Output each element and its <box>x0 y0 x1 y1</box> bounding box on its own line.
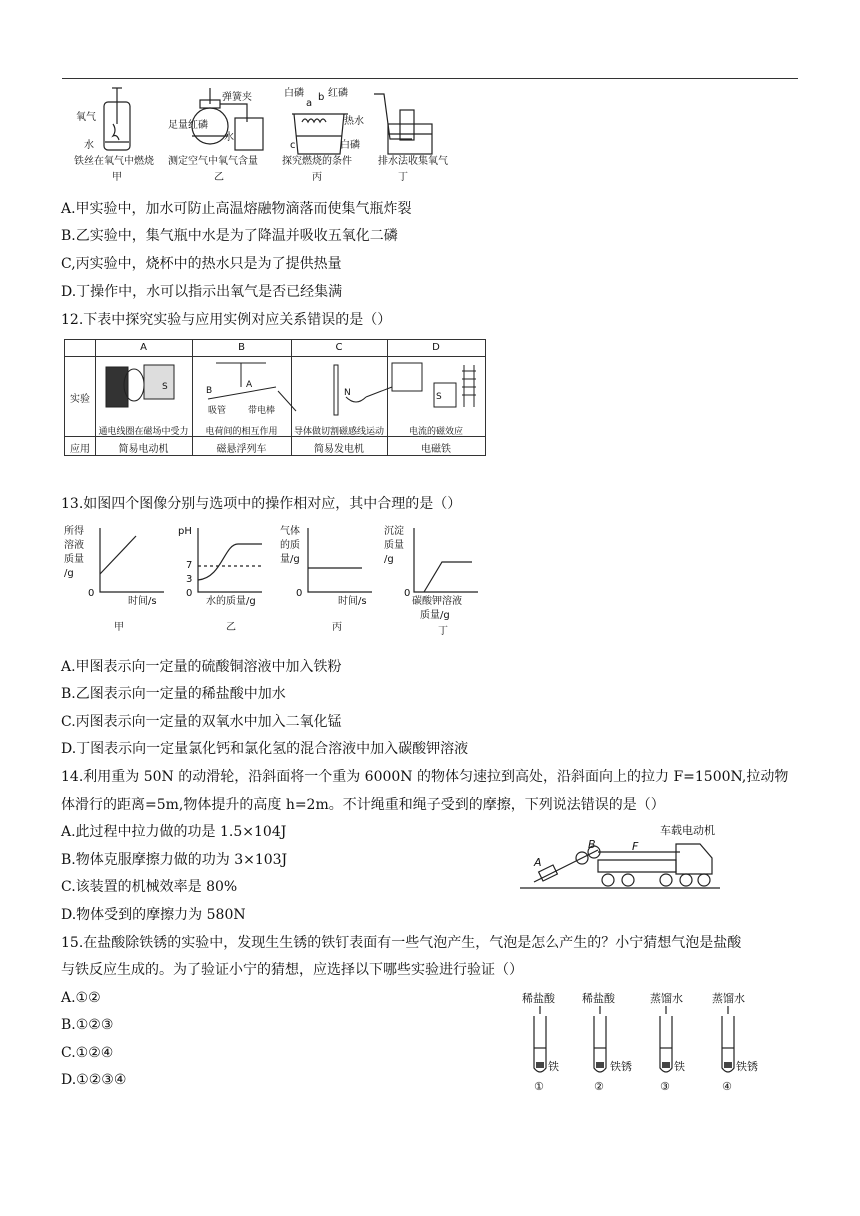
tube3-liquid: 蒸馏水 <box>650 992 683 1005</box>
label-s2: S <box>436 392 442 402</box>
g3-origin: 0 <box>296 588 303 599</box>
g1-xlabel: 时间/s <box>128 596 157 607</box>
q13-graphs <box>62 522 502 642</box>
tube1-liquid: 稀盐酸 <box>522 992 555 1005</box>
fig-label: 测定空气中氧气含量 <box>168 156 258 167</box>
g3-xlabel: 时间/s <box>338 596 367 607</box>
col-header: A <box>140 342 147 353</box>
q13-stem: 13.如图四个图像分别与选项中的操作相对应，其中合理的是（） <box>61 496 462 512</box>
q14-option-a: A.此过程中拉力做的功是 1.5×104J <box>61 824 287 840</box>
q14-stem-line1: 14.利用重为 50N 的动滑轮，沿斜面将一个重为 6000N 的物体匀速拉到高处，沿斜面向上的拉力 F=1500N,拉动物 <box>61 769 789 785</box>
g4-name: 丁 <box>438 626 448 637</box>
g1-name: 甲 <box>114 622 124 633</box>
q12-stem: 12.下表中探究实验与应用实例对应关系错误的是（） <box>61 312 392 328</box>
g1-origin: 0 <box>88 588 95 599</box>
q14-option-b: B.物体克服摩擦力做的功为 3×103J <box>61 852 288 868</box>
col-header: C <box>335 342 343 353</box>
header-rule <box>62 78 798 79</box>
row-label-application: 应用 <box>70 444 90 455</box>
label-rod: 带电棒 <box>248 406 276 416</box>
g2-ylabel: pH <box>178 526 192 537</box>
g3-ylabel: 量/g <box>280 554 300 565</box>
g4-xlabel: 质量/g <box>420 610 450 621</box>
q15-stem-line2: 与铁反应生成的。为了验证小宁的猜想，应选择以下哪些实验进行验证（） <box>61 962 523 978</box>
g3-ylabel: 气体 <box>280 526 300 537</box>
fig-label: 丁 <box>398 172 408 183</box>
label-s: S <box>162 382 168 392</box>
tube4-num: ④ <box>722 1080 732 1093</box>
g1-ylabel: 质量 <box>64 554 84 565</box>
q13-option-d: D.丁图表示向一定量氯化钙和氯化氢的混合溶液中加入碳酸钾溶液 <box>61 741 469 757</box>
q15-option-a: A.①② <box>61 990 101 1006</box>
app-c: 简易发电机 <box>314 444 364 455</box>
tube3-solid: 铁 <box>674 1060 685 1073</box>
fig-label: 足量红磷 <box>168 120 208 131</box>
g2-xlabel: 水的质量/g <box>206 596 256 607</box>
label-n: N <box>344 388 351 398</box>
q13-option-c: C.丙图表示向一定量的双氧水中加入二氧化锰 <box>61 714 342 730</box>
fig-label: 铁丝在氧气中燃烧 <box>74 156 154 167</box>
jar-jia <box>104 88 130 150</box>
q11-option-d: D.丁操作中，水可以指示出氧气是否已经集满 <box>61 284 343 300</box>
q14-option-d: D.物体受到的摩擦力为 580N <box>61 907 246 923</box>
fig-label: 探究燃烧的条件 <box>282 156 352 167</box>
q15-tubes-figure <box>514 990 774 1098</box>
trough-ding <box>374 94 432 154</box>
tube1-num: ① <box>534 1080 544 1093</box>
g2-name: 乙 <box>226 622 236 633</box>
fig-label: b <box>318 92 325 103</box>
caption-b: 电荷间的相互作用 <box>205 427 278 437</box>
tube4-solid: 铁锈 <box>736 1060 758 1073</box>
q15-option-d: D.①②③④ <box>61 1072 127 1088</box>
label-b: B <box>588 838 596 851</box>
g2-origin: 0 <box>186 588 193 599</box>
q11-experiment-figure <box>72 84 452 194</box>
fig-label: 热水 <box>344 116 364 127</box>
tube2-solid: 铁锈 <box>610 1060 632 1073</box>
col-header: D <box>432 342 440 353</box>
fig-label: a <box>306 98 313 109</box>
fig-label: c <box>290 140 296 151</box>
col-header: B <box>238 342 245 353</box>
q11-option-c: C,丙实验中，烧杯中的热水只是为了提供热量 <box>61 256 342 272</box>
fig-label: 红磷 <box>328 88 348 99</box>
fig-label: 乙 <box>214 172 224 183</box>
fig-label: 水 <box>224 132 234 143</box>
label-f: F <box>632 840 639 853</box>
g2-curve <box>198 544 262 580</box>
app-b: 磁悬浮列车 <box>216 444 267 455</box>
label-a: A <box>534 856 542 869</box>
fig-label: 丙 <box>312 172 322 183</box>
g4-origin: 0 <box>404 588 411 599</box>
label-motor: 车载电动机 <box>660 824 715 837</box>
row-label-experiment: 实验 <box>70 394 90 405</box>
q15-option-b: B.①②③ <box>61 1017 114 1033</box>
fig-label: 氧气 <box>76 112 96 123</box>
fig-label: 水 <box>84 140 94 151</box>
g1-ylabel: 溶液 <box>64 540 84 551</box>
label-a: A <box>246 380 253 390</box>
q13-option-a: A.甲图表示向一定量的硫酸铜溶液中加入铁粉 <box>61 659 342 675</box>
tube4-liquid: 蒸馏水 <box>712 992 745 1005</box>
g1-ylabel: 所得 <box>64 526 84 537</box>
fig-label: 甲 <box>112 172 122 183</box>
q11-option-b: B.乙实验中，集气瓶中水是为了降温并吸收五氧化二磷 <box>61 228 398 244</box>
g4-ylabel: 质量 <box>384 540 404 551</box>
q15-option-c: C.①②④ <box>61 1045 114 1061</box>
tube2-liquid: 稀盐酸 <box>582 992 615 1005</box>
g4-curve <box>424 562 472 592</box>
fig-label: 白磷 <box>284 88 304 99</box>
tube1-solid: 铁 <box>548 1060 559 1073</box>
q14-stem-line2: 体滑行的距离=5m,物体提升的高度 h=2m。不计绳重和绳子受到的摩擦，下列说法错误的是（） <box>61 797 665 813</box>
label-b: B <box>206 386 213 396</box>
g2-tick: 7 <box>186 560 193 571</box>
caption-c: 导体做切割磁感线运动 <box>293 427 384 437</box>
caption-a: 通电线圈在磁场中受力 <box>98 427 189 437</box>
g4-ylabel: /g <box>384 554 394 565</box>
g4-xlabel: 碳酸钾溶液 <box>412 596 462 607</box>
g4-ylabel: 沉淀 <box>384 526 404 537</box>
q15-stem-line1: 15.在盐酸除铁锈的实验中，发现生生锈的铁钉表面有一些气泡产生，气泡是怎么产生的？小宁猜想气泡是盐酸 <box>61 935 742 951</box>
q11-option-a: A.甲实验中，加水可防止高温熔融物滴落而使集气瓶炸裂 <box>61 201 412 217</box>
q12-table <box>64 339 486 456</box>
label-straw: 吸管 <box>208 406 227 416</box>
tube3-num: ③ <box>660 1080 670 1093</box>
app-a: 简易电动机 <box>118 444 169 455</box>
q14-option-c: C.该装置的机械效率是 80% <box>61 879 238 895</box>
g3-name: 丙 <box>332 622 342 633</box>
app-d: 电磁铁 <box>421 444 451 455</box>
g1-curve <box>100 536 136 574</box>
tube2-num: ② <box>594 1080 604 1093</box>
g1-ylabel: /g <box>64 568 74 579</box>
fig-label: 排水法收集氧气 <box>378 156 448 167</box>
fig-label: 弹簧夹 <box>222 92 252 103</box>
g3-ylabel: 的质 <box>280 540 300 551</box>
caption-d: 电流的磁效应 <box>408 427 463 437</box>
g2-tick: 3 <box>186 574 193 585</box>
fig-label: 白磷 <box>340 140 360 151</box>
q14-truck-figure <box>520 822 730 896</box>
q13-option-b: B.乙图表示向一定量的稀盐酸中加水 <box>61 686 286 702</box>
